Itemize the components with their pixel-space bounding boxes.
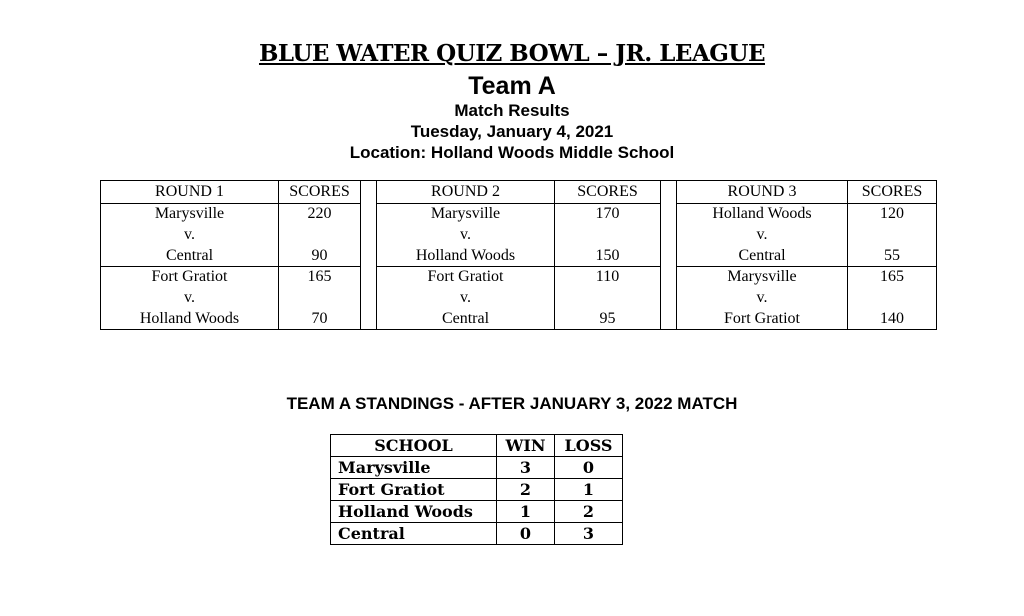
school-name: Central bbox=[331, 523, 497, 545]
team-name: Fort Gratiot bbox=[724, 310, 800, 327]
round-1-header: ROUND 1 bbox=[101, 181, 279, 204]
school-name: Marysville bbox=[331, 457, 497, 479]
team-name: Central bbox=[738, 247, 786, 264]
match-teams bbox=[677, 267, 847, 329]
versus-label: v. bbox=[184, 226, 195, 243]
win-header: WIN bbox=[497, 435, 555, 457]
team-name: Marysville bbox=[430, 205, 501, 222]
subtitle: Match Results bbox=[454, 101, 570, 120]
team-name: Fort Gratiot bbox=[151, 268, 228, 285]
scores-header: SCORES bbox=[279, 181, 361, 204]
match-teams bbox=[101, 204, 278, 266]
scores-header: SCORES bbox=[848, 181, 937, 204]
score: 170 bbox=[595, 205, 620, 222]
loss-count: 3 bbox=[555, 523, 623, 545]
scores-header: SCORES bbox=[555, 181, 661, 204]
match-teams bbox=[377, 267, 554, 329]
win-count: 1 bbox=[497, 501, 555, 523]
team-name: Fort Gratiot bbox=[427, 268, 504, 285]
score: 140 bbox=[880, 310, 904, 327]
match-scores bbox=[279, 204, 360, 266]
win-count: 3 bbox=[497, 457, 555, 479]
score: 120 bbox=[880, 205, 904, 222]
score: 165 bbox=[307, 268, 332, 285]
school-header: SCHOOL bbox=[331, 435, 497, 457]
standings-table bbox=[330, 434, 623, 545]
match-location: Location: Holland Woods Middle School bbox=[349, 143, 675, 162]
versus-label: v. bbox=[756, 226, 768, 243]
column-gap bbox=[361, 181, 377, 330]
versus-label: v. bbox=[460, 226, 471, 243]
versus-label: v. bbox=[460, 289, 471, 306]
loss-count: 0 bbox=[555, 457, 623, 479]
match-scores bbox=[555, 204, 660, 266]
score: 150 bbox=[595, 247, 620, 264]
team-name: Marysville bbox=[727, 268, 797, 285]
score: 95 bbox=[599, 310, 616, 327]
round-3-header: ROUND 3 bbox=[677, 181, 848, 204]
score: 165 bbox=[880, 268, 904, 285]
match-results-table bbox=[100, 180, 937, 330]
match-scores bbox=[848, 204, 936, 266]
score: 70 bbox=[311, 310, 328, 327]
team-name: Holland Woods bbox=[139, 310, 240, 327]
standings-row bbox=[331, 523, 623, 545]
standings-row bbox=[331, 501, 623, 523]
standings-row bbox=[331, 479, 623, 501]
score: 220 bbox=[307, 205, 332, 222]
score: 110 bbox=[595, 268, 620, 285]
win-count: 0 bbox=[497, 523, 555, 545]
standings-header-row bbox=[331, 435, 623, 457]
team-name: Holland Woods bbox=[712, 205, 812, 222]
match-scores bbox=[848, 267, 936, 329]
match-teams bbox=[377, 204, 554, 266]
team-title: Team A bbox=[468, 72, 556, 100]
team-name: Central bbox=[441, 310, 490, 327]
team-name: Central bbox=[165, 247, 214, 264]
results-match-row bbox=[101, 204, 937, 267]
league-title: BLUE WATER QUIZ BOWL – JR. LEAGUE bbox=[258, 40, 766, 67]
match-teams bbox=[101, 267, 278, 329]
versus-label: v. bbox=[756, 289, 768, 306]
standings-title: TEAM A STANDINGS - AFTER JANUARY 3, 2022 MATCH bbox=[286, 394, 738, 413]
versus-label: v. bbox=[184, 289, 195, 306]
match-date: Tuesday, January 4, 2021 bbox=[410, 122, 614, 141]
school-name: Holland Woods bbox=[331, 501, 497, 523]
score: 55 bbox=[884, 247, 900, 264]
match-scores bbox=[279, 267, 360, 329]
score: 90 bbox=[311, 247, 328, 264]
team-name: Holland Woods bbox=[415, 247, 516, 264]
team-name: Marysville bbox=[154, 205, 225, 222]
loss-header: LOSS bbox=[555, 435, 623, 457]
results-header-row bbox=[101, 181, 937, 204]
round-2-header: ROUND 2 bbox=[377, 181, 555, 204]
school-name: Fort Gratiot bbox=[331, 479, 497, 501]
match-scores bbox=[555, 267, 660, 329]
match-teams bbox=[677, 204, 847, 266]
loss-count: 2 bbox=[555, 501, 623, 523]
column-gap bbox=[661, 181, 677, 330]
results-match-row bbox=[101, 267, 937, 330]
win-count: 2 bbox=[497, 479, 555, 501]
standings-row bbox=[331, 457, 623, 479]
loss-count: 1 bbox=[555, 479, 623, 501]
